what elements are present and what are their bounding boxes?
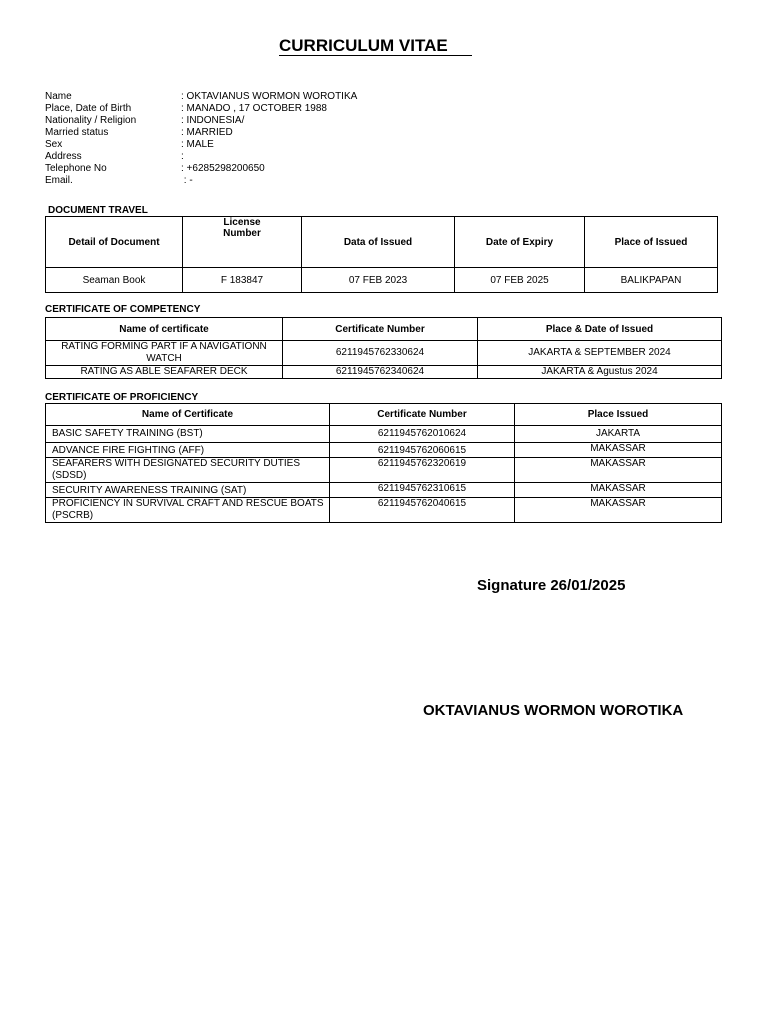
table-cell: Seaman Book — [46, 268, 183, 293]
column-header: Place of Issued — [585, 217, 718, 268]
info-value: : MARRIED — [181, 127, 233, 138]
table-cell: BASIC SAFETY TRAINING (BST) — [46, 426, 330, 443]
column-header: Certificate Number — [283, 318, 478, 341]
page-title: CURRICULUM VITAE — [279, 37, 472, 56]
table-cell: SEAFARERS WITH DESIGNATED SECURITY DUTIES (SDSD) — [46, 458, 330, 483]
info-label: Email. — [45, 175, 73, 186]
info-row-birth — [45, 103, 357, 115]
table-cell: MAKASSAR — [515, 443, 722, 458]
table-cell: 07 FEB 2025 — [455, 268, 585, 293]
table-row — [46, 341, 722, 366]
table-cell: 6211945762330624 — [283, 341, 478, 366]
table-header-row — [46, 217, 718, 268]
signature-date: Signature 26/01/2025 — [477, 577, 626, 594]
info-value: : INDONESIA/ — [181, 115, 245, 126]
table-cell: 6211945762060615 — [330, 443, 515, 458]
info-label: Telephone No — [45, 163, 107, 174]
info-row-telephone — [45, 163, 357, 175]
table-cell: F 183847 — [183, 268, 302, 293]
info-label: Address — [45, 151, 82, 162]
column-header: Certificate Number — [330, 404, 515, 426]
column-header: Name of Certificate — [46, 404, 330, 426]
table-cell: SECURITY AWARENESS TRAINING (SAT) — [46, 483, 330, 498]
table-cell: 6211945762310615 — [330, 483, 515, 498]
table-cell: RATING FORMING PART IF A NAVIGATIONN WATCH — [46, 341, 283, 366]
table-cell: JAKARTA & SEPTEMBER 2024 — [478, 341, 722, 366]
info-row-nationality — [45, 115, 357, 127]
document-travel-table — [45, 216, 718, 293]
info-row-married — [45, 127, 357, 139]
table-header-row — [46, 404, 722, 426]
table-cell: MAKASSAR — [515, 458, 722, 483]
table-row — [46, 498, 722, 523]
info-value: : +6285298200650 — [181, 163, 265, 174]
proficiency-table — [45, 403, 722, 523]
info-value: : — [181, 151, 184, 162]
info-label: Place, Date of Birth — [45, 103, 132, 114]
signer-name: OKTAVIANUS WORMON WOROTIKA — [423, 702, 684, 719]
table-cell: ADVANCE FIRE FIGHTING (AFF) — [46, 443, 330, 458]
table-row — [46, 443, 722, 458]
table-cell: JAKARTA & Agustus 2024 — [478, 366, 722, 379]
document-travel-heading: DOCUMENT TRAVEL — [48, 205, 148, 216]
table-cell: MAKASSAR — [515, 498, 722, 523]
column-header: Place & Date of Issued — [478, 318, 722, 341]
table-cell: 6211945762340624 — [283, 366, 478, 379]
info-value: : MALE — [181, 139, 214, 150]
info-row-address — [45, 151, 357, 163]
table-row — [46, 268, 718, 293]
column-header: Detail of Document — [46, 217, 183, 268]
table-cell: BALIKPAPAN — [585, 268, 718, 293]
info-value: : OKTAVIANUS WORMON WOROTIKA — [181, 91, 358, 102]
table-cell: 6211945762040615 — [330, 498, 515, 523]
table-cell: MAKASSAR — [515, 483, 722, 498]
column-header: Place Issued — [515, 404, 722, 426]
table-cell: 6211945762320619 — [330, 458, 515, 483]
info-label: Married status — [45, 127, 109, 138]
info-row-email — [45, 175, 357, 187]
proficiency-heading: CERTIFICATE OF PROFICIENCY — [45, 392, 199, 403]
table-cell: 6211945762010624 — [330, 426, 515, 443]
table-row — [46, 426, 722, 443]
table-cell: PROFICIENCY IN SURVIVAL CRAFT AND RESCUE BOATS (PSCRB) — [46, 498, 330, 523]
table-row — [46, 458, 722, 483]
table-header-row — [46, 318, 722, 341]
info-row-name — [45, 91, 357, 103]
personal-info — [45, 91, 357, 187]
competency-heading: CERTIFICATE OF COMPETENCY — [45, 304, 201, 315]
info-row-sex — [45, 139, 357, 151]
table-row — [46, 483, 722, 498]
info-value: : - — [181, 175, 193, 186]
info-label: Name — [45, 91, 72, 102]
table-row — [46, 366, 722, 379]
table-cell: 07 FEB 2023 — [302, 268, 455, 293]
table-cell: JAKARTA — [515, 426, 722, 443]
competency-table — [45, 317, 722, 379]
column-header: License Number — [183, 217, 302, 268]
table-cell: RATING AS ABLE SEAFARER DECK — [46, 366, 283, 379]
column-header: Data of Issued — [302, 217, 455, 268]
info-label: Sex — [45, 139, 63, 150]
column-header: Date of Expiry — [455, 217, 585, 268]
info-value: : MANADO , 17 OCTOBER 1988 — [181, 103, 327, 114]
column-header: Name of certificate — [46, 318, 283, 341]
info-label: Nationality / Religion — [45, 115, 137, 126]
